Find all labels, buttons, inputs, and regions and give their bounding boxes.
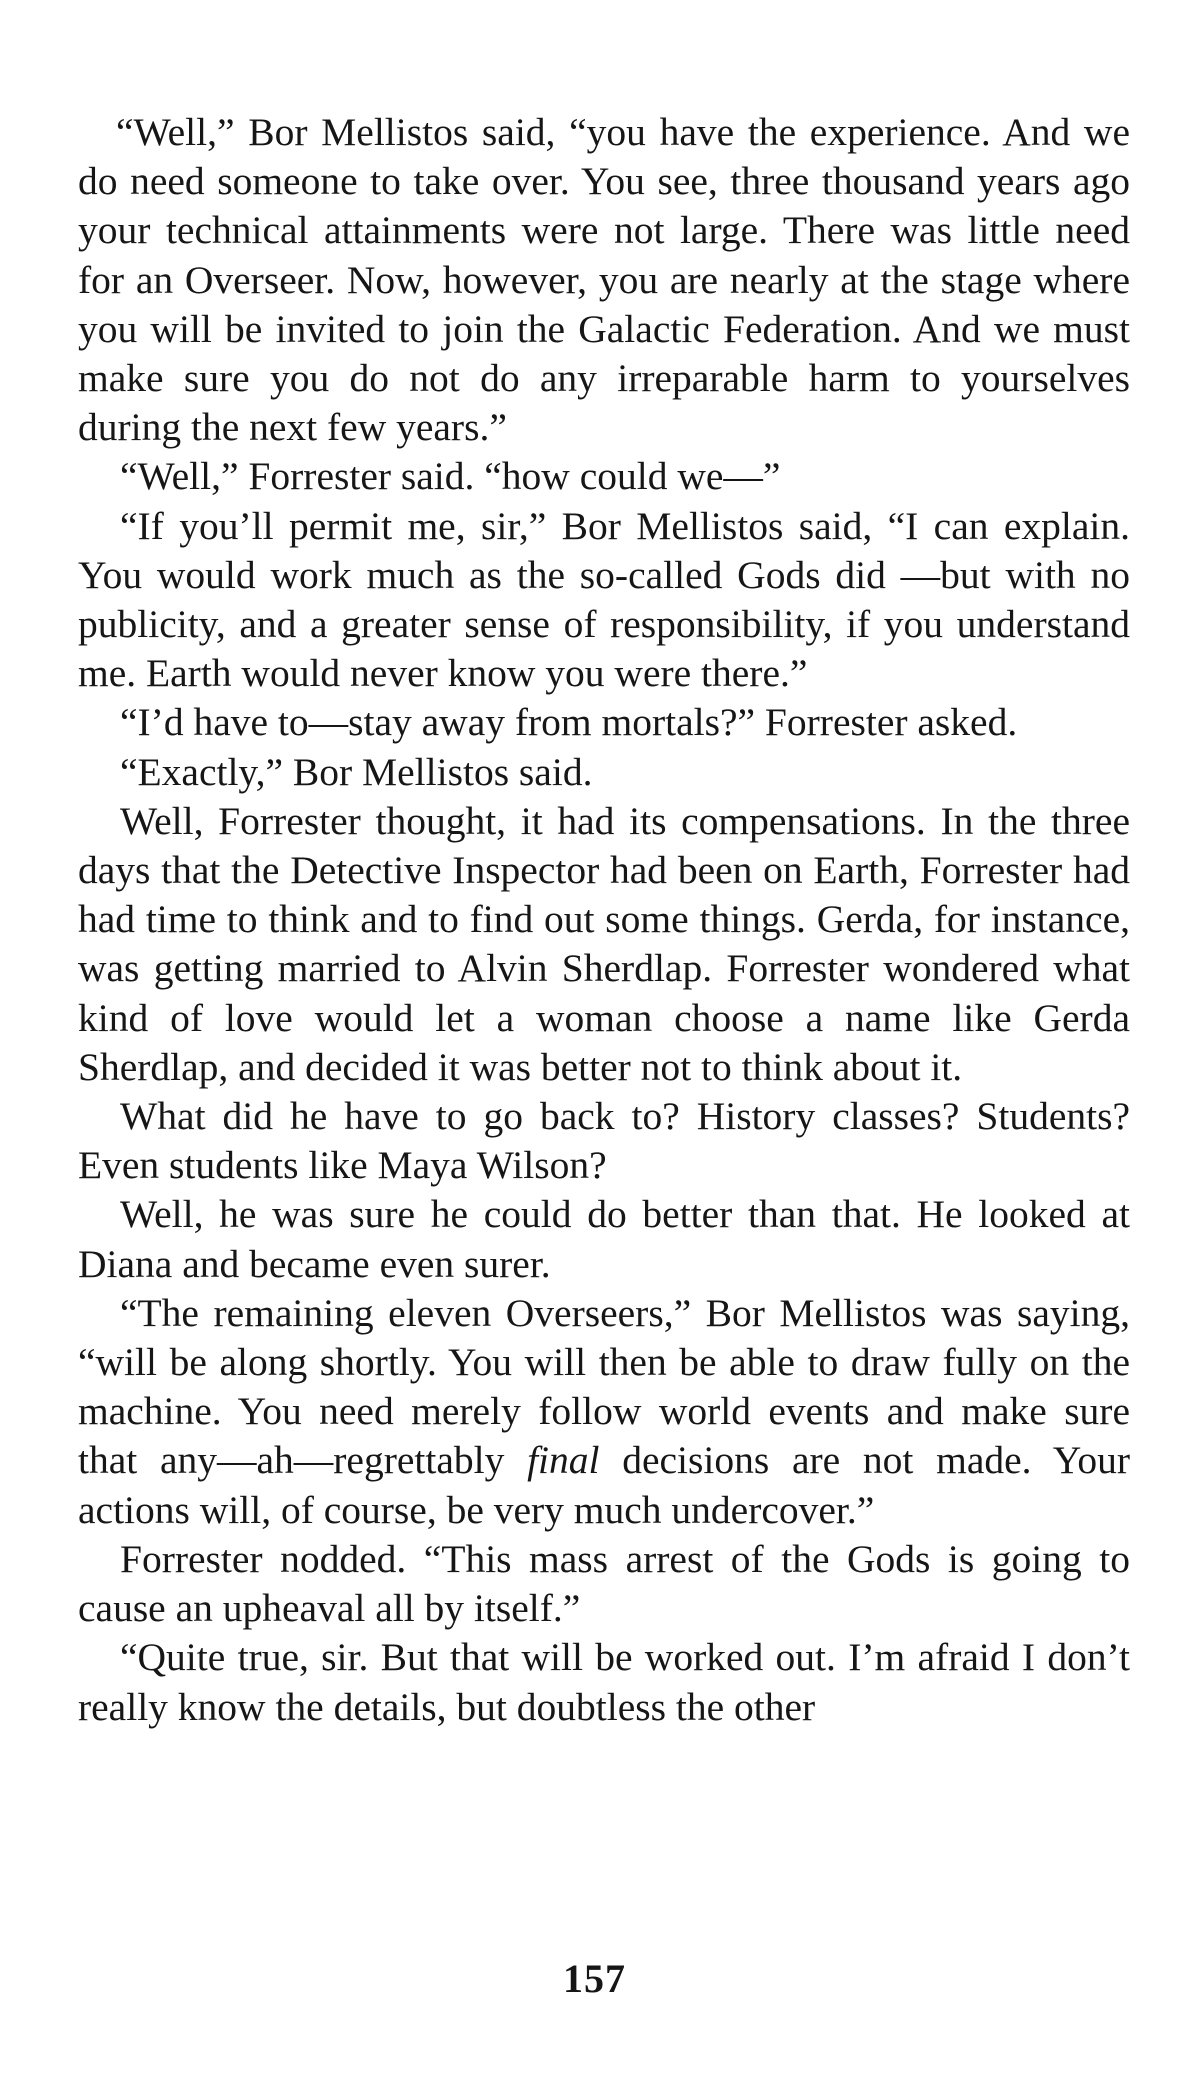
paragraph-1: “Well,” Bor Mellistos said, “you have the experience. And we do need someone to take over. You see, three thousand years ago your technical attainments were not large. There was little need for an Overseer. Now, however, you are nearly at the stage where you will be invited to join the Galactic Federation. And we must make sure you do not do any irreparable harm to yourselves during the next few years.” bbox=[78, 110, 1130, 450]
paragraph-8: Well, he was sure he could do better than that. He looked at Diana and became even surer. bbox=[78, 1192, 1130, 1286]
paragraph-3: “If you’ll permit me, sir,” Bor Mellistos said, “I can explain. You would work much as the so-called Gods did —but with no publicity, and a greater sense of responsibility, if you understand me. Earth would never know you were there.” bbox=[78, 503, 1130, 696]
paragraph-7: What did he have to go back to? History classes? Students? Even students like Maya Wilson? bbox=[78, 1094, 1130, 1188]
paragraph-9-end: decisions are not made. Your actions will, of course, be very much undercover.” bbox=[78, 1438, 1131, 1532]
paragraph-11: “Quite true, sir. But that will be worked out. I’m afraid I don’t really know the details, but doubtless the other bbox=[78, 1635, 1130, 1729]
paragraph-4: “I’d have to—stay away from mortals?” Forrester asked. bbox=[120, 700, 1018, 745]
italic-word-final: final bbox=[527, 1438, 600, 1483]
paragraph-6: Well, Forrester thought, it had its compensations. In the three days that the Detective Inspector had been on Earth, Forrester had had time to think and to find out some things. Gerda, for instance, was getting married to Alvin Sherdlap. Forrester wondered what kind of love would let a woman choose a name like Gerda Sherdlap, and decided it was better not to think about it. bbox=[78, 798, 1130, 1089]
page-number: 157 bbox=[563, 1956, 626, 2001]
paragraph-2: “Well,” Forrester said. “how could we—” bbox=[120, 454, 781, 499]
paragraph-9-start: “The remaining eleven Overseers,” Bor Mellistos was saying, “will be along shortly. You will then be able to draw fully on the machine. You need merely follow world events and make sure that any—ah—regrettably bbox=[78, 1290, 1130, 1483]
paragraph-9 bbox=[78, 1289, 1130, 1535]
book-page-body bbox=[78, 108, 1130, 1732]
paragraph-5: “Exactly,” Bor Mellistos said. bbox=[120, 749, 593, 794]
paragraph-10: Forrester nodded. “This mass arrest of the Gods is going to cause an upheaval all by itself.” bbox=[78, 1536, 1130, 1631]
